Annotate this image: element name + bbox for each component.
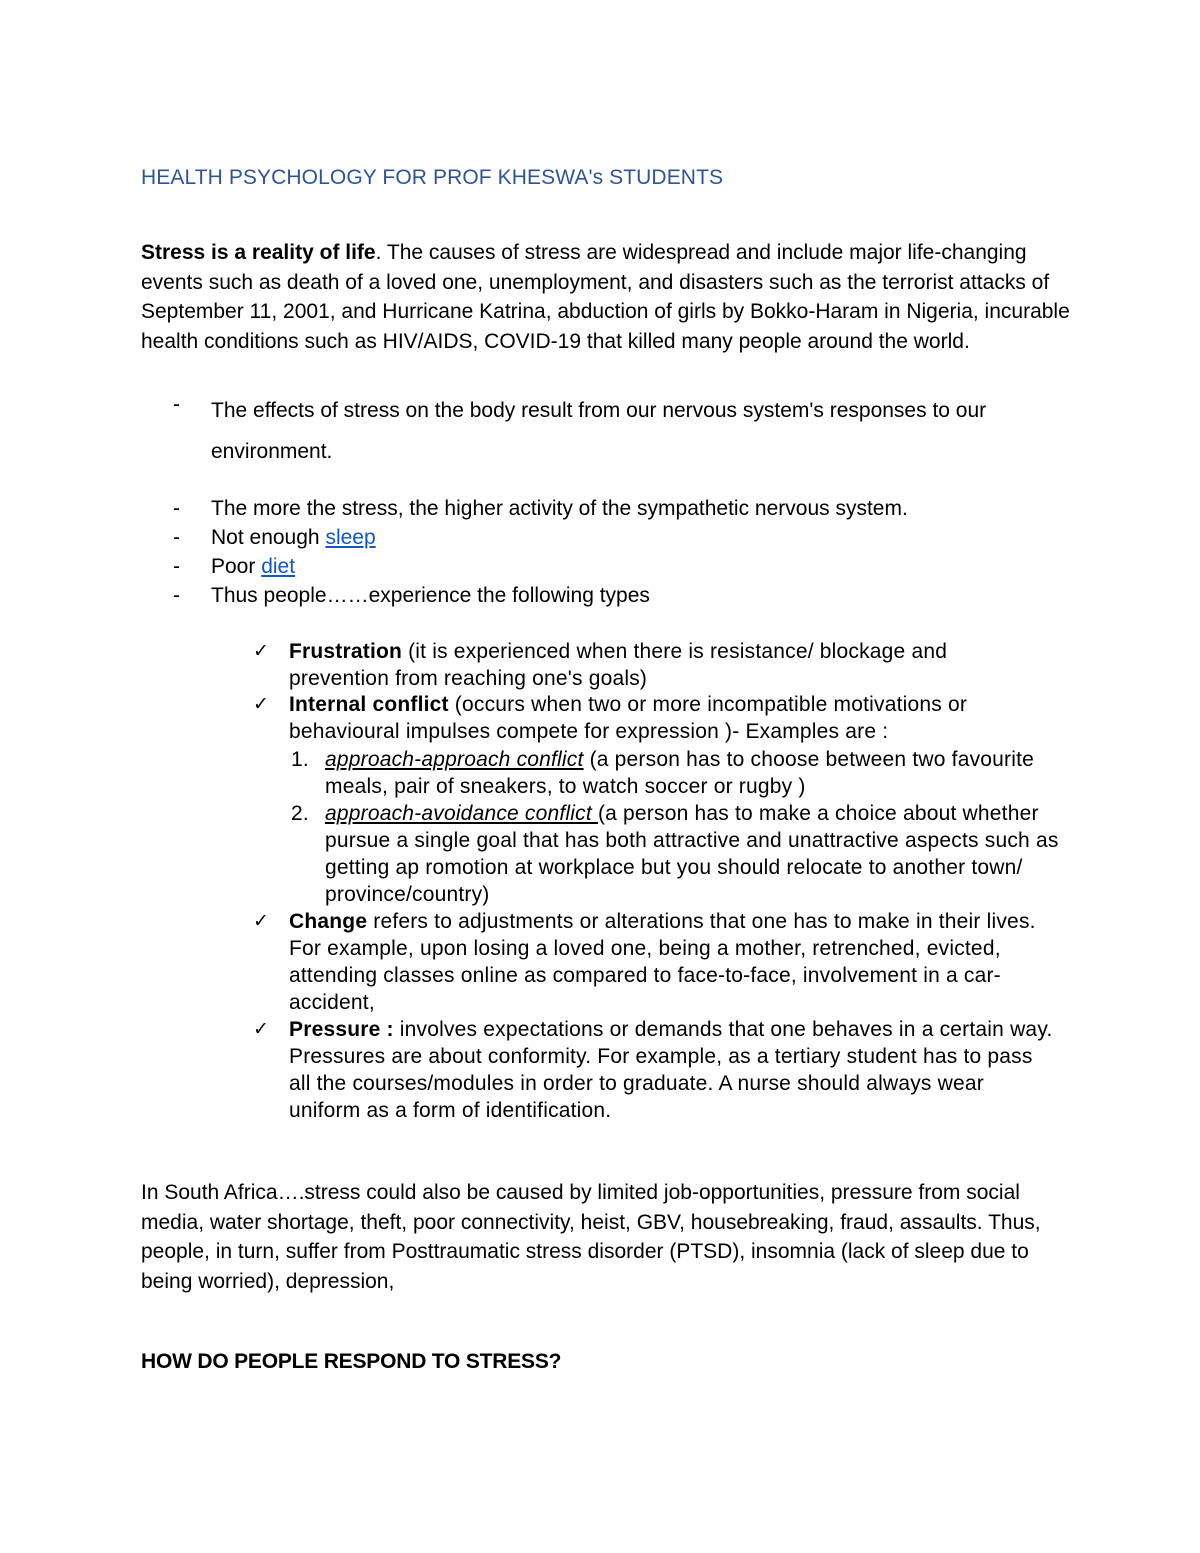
intro-text: . The causes of stress are widespread and include major life-changing events such as death of a loved one, unemployment, and disasters such as the terrorist attacks of September 11, 2001, and Hurricane Katrina, abduction of girls by Bokko-Haram in Nigeria, incurable health conditions such as HIV/AIDS, COVID-19 that killed many people around the world. <box>141 241 1070 353</box>
document-title: HEALTH PSYCHOLOGY FOR PROF KHESWA's STUDENTS <box>141 166 724 189</box>
dash-bullet: - <box>173 555 180 578</box>
checkmark-icon: ✓ <box>253 911 270 932</box>
list-item-effects <box>141 390 1071 472</box>
item-number: 1. <box>291 748 309 771</box>
intro-paragraph <box>141 238 1071 356</box>
checkmark-icon: ✓ <box>253 694 270 715</box>
dash-bullet: - <box>173 497 180 520</box>
internal-conflict-text: (occurs when two or more incompatible motivations or behavioural impulses compete for expression )- Examples are : <box>289 693 968 743</box>
frustration-label: Frustration <box>289 640 403 663</box>
list-item-text: The effects of stress on the body result from our nervous system's responses to our environment. <box>211 399 987 463</box>
approach-avoidance-text: (a person has to make a choice about whether pursue a single goal that has both attractive and unattractive aspects such as getting ap romotion at workplace but you should relocate to another town/ province/country) <box>325 802 1059 906</box>
diet-prefix: Poor <box>211 555 262 578</box>
list-item-text: Thus people……experience the following types <box>211 584 650 607</box>
list-item-text: The more the stress, the higher activity of the sympathetic nervous system. <box>211 497 908 520</box>
list-item-more-stress <box>141 494 1071 524</box>
approach-approach-term: approach-approach conflict <box>325 748 584 771</box>
pressure-text: involves expectations or demands that one behaves in a certain way. Pressures are about conformity. For example, as a tertiary student has to pass all the courses/modules in order to graduate. A nurse should always wear uniform as a form of identification. <box>289 1018 1053 1122</box>
approach-avoidance-term: approach-avoidance conflict <box>325 802 598 825</box>
change-text: refers to adjustments or alterations that one has to make in their lives. For example, upon losing a loved one, being a mother, retrenched, evicted, attending classes online as compared to face-to-face, involvement in a car-accident, <box>289 910 1036 1014</box>
frustration-text: (it is experienced when there is resistance/ blockage and prevention from reaching one's goals) <box>289 640 948 690</box>
numbered-item-approach-avoidance <box>289 800 1059 908</box>
change-label: Change <box>289 910 368 933</box>
dash-bullet: - <box>173 393 180 416</box>
checkmark-icon: ✓ <box>253 1019 270 1040</box>
list-item-thus <box>141 581 1071 611</box>
dash-bullet: - <box>173 526 180 549</box>
pressure-label: Pressure : <box>289 1018 394 1041</box>
list-item-sleep <box>141 523 1071 553</box>
item-number: 2. <box>291 802 309 825</box>
sleep-prefix: Not enough <box>211 526 326 549</box>
internal-conflict-label: Internal conflict <box>289 693 449 716</box>
check-item-frustration <box>253 638 1053 692</box>
dash-bullet: - <box>173 584 180 607</box>
list-item-diet <box>141 552 1071 582</box>
sleep-link[interactable]: sleep <box>325 526 376 549</box>
check-item-internal-conflict <box>253 691 1053 745</box>
south-africa-paragraph: In South Africa….stress could also be caused by limited job-opportunities, pressure from social media, water shortage, theft, poor connectivity, heist, GBV, housebreaking, fraud, assaults. Thus, people, in turn, suffer from Posttraumatic stress disorder (PTSD), insomnia (lack of sleep due to being worried), depression, <box>141 1181 1041 1293</box>
approach-approach-text: (a person has to choose between two favourite meals, pair of sneakers, to watch soccer or rugby ) <box>325 748 1034 798</box>
list-item-text <box>211 552 1071 582</box>
check-item-change <box>253 908 1053 1016</box>
checkmark-icon: ✓ <box>253 641 270 662</box>
numbered-item-approach-approach <box>289 746 1059 800</box>
diet-link[interactable]: diet <box>261 555 296 578</box>
check-item-pressure <box>253 1016 1053 1124</box>
section-heading: HOW DO PEOPLE RESPOND TO STRESS? <box>141 1350 562 1373</box>
intro-bold-lead: Stress is a reality of life <box>141 241 376 264</box>
list-item-text <box>211 523 1071 553</box>
